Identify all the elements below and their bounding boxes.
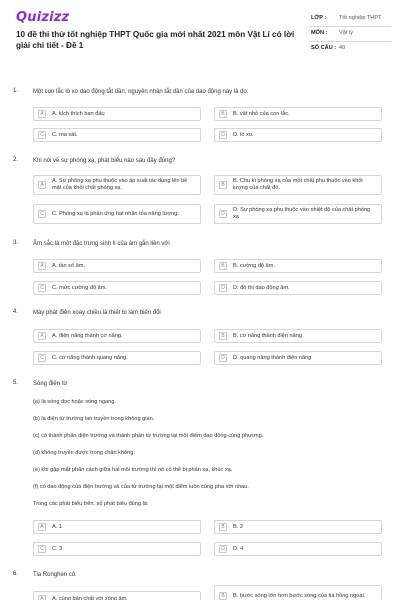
option-text: C. mức cường độ âm. [52,284,107,291]
option-text: C. Phóng xạ là phản ứng hạt nhân tỏa năng lượng. [52,210,179,217]
question-text: Sóng điện từ [33,381,68,387]
option-letter: C [38,354,46,362]
option-letter: C [38,284,46,292]
option-text: B. vật nhỏ của con lắc. [233,110,290,117]
statement-d: (d) không truyền được trong chân không. [33,450,135,456]
answer-option-d[interactable] [214,351,382,365]
question-text: Máy phát điện xoay chiều là thiết bị làm biến đổi [33,310,161,316]
option-letter: D [219,210,227,218]
worksheet-header [0,0,400,76]
option-text: A. Sự phóng xạ phụ thuộc vào áp suất tác dụng lên bề mặt của khối chất phóng xạ. [52,178,188,191]
answer-option-b[interactable] [214,520,382,534]
option-letter: B [219,523,227,531]
statement-prompt: Trong các phát biểu trên, số phát biểu đúng là: [33,501,149,507]
option-letter: A [38,262,46,270]
meta-value: 40 [339,45,346,51]
option-text: A. tần số âm. [52,262,85,269]
question-number: 4. [13,309,19,315]
option-letter: A [38,181,46,189]
answer-option-d[interactable] [214,281,382,295]
answer-option-a[interactable] [33,520,201,534]
option-text: D. đồ thị dao động âm. [233,284,290,291]
worksheet-title: 10 đề thi thử tốt nghiệp THPT Quốc gia mới nhất 2021 môn Vật Lí có lời giải chi tiết - Đề 1 [16,30,295,50]
option-text: B. 2 [233,523,243,530]
quizizz-logo: Quizizz [16,10,70,25]
answer-option-c[interactable] [33,542,201,556]
answer-option-d[interactable] [214,542,382,556]
answer-option-c[interactable] [33,281,201,295]
question-number: 1. [13,88,19,94]
question-number: 2. [13,157,19,163]
option-letter: D [219,545,227,553]
option-letter: A [38,595,46,600]
answer-option-b[interactable] [214,585,382,600]
option-letter: B [219,262,227,270]
option-text: A. cùng bản chất với sóng âm. [52,595,128,600]
option-text: B. cường độ âm. [233,262,275,269]
option-letter: D [219,131,227,139]
meta-class [309,12,391,27]
option-text: D. lò xo. [233,131,254,138]
worksheet-meta [309,12,391,56]
option-text: B. Chu kì phóng xạ của một chất phụ thuộc vào khối lượng của chất đó. [233,178,363,191]
answer-option-a[interactable] [33,107,201,121]
option-text: A. 1 [52,523,62,530]
meta-key: LỚP : [311,15,327,21]
option-text: B. bước sóng lớn hơn bước sóng của tia hồng ngoại. [233,592,366,599]
option-letter: C [38,210,46,218]
option-letter: A [38,523,46,531]
option-text: D. Sự phóng xạ phụ thuộc vào nhiệt độ của chất phóng xạ [233,207,371,220]
question-number: 3. [13,240,19,246]
meta-subject [309,27,391,42]
meta-question-count [309,42,391,56]
option-letter: C [38,131,46,139]
option-letter: D [219,354,227,362]
answer-option-d[interactable] [214,128,382,142]
statement-a: (a) là sóng dọc hoặc sóng ngang. [33,399,117,405]
option-text: C. ma sát. [52,131,78,138]
option-letter: A [38,332,46,340]
statement-e: (e) khi gặp mặt phân cách giữa hai môi trường thì nó có thể bị phản xạ, khúc xạ. [33,467,233,473]
question-text: Một con lắc lò xo dao động tắt dần, nguyên nhân tắt dần của dao động này là do: [33,89,249,95]
statement-b: (b) là điện từ trường lan truyền trong không gian. [33,416,155,422]
question-number: 6. [13,571,19,577]
answer-option-b[interactable] [214,329,382,343]
question-number: 5. [13,380,19,386]
option-letter: B [219,592,227,600]
statement-c: (c) có thành phần điện trường và thành phần từ trường tại một điểm dao động cùng phương. [33,433,264,439]
answer-option-b[interactable] [214,107,382,121]
answer-option-b[interactable] [214,175,382,195]
option-text: A. kích thích ban đầu [52,110,105,117]
meta-value: Vật lý [339,30,353,36]
option-letter: A [38,110,46,118]
option-text: D. 4 [233,545,244,552]
answer-option-d[interactable] [214,204,382,224]
answer-option-a[interactable] [33,329,201,343]
question-text: Âm sắc là một đặc trưng sinh lí của âm gắn liền với [33,241,170,247]
answer-option-b[interactable] [214,259,382,273]
option-letter: B [219,181,227,189]
statement-f: (f) có dao động của điện trường và của từ trường tại một điểm luôn cùng pha với nhau. [33,484,249,490]
option-text: A. điện năng thành cơ năng. [52,332,123,339]
answer-option-c[interactable] [33,351,201,365]
option-letter: B [219,332,227,340]
option-text: C. 3 [52,545,63,552]
answer-option-a[interactable] [33,259,201,273]
answer-option-c[interactable] [33,204,201,224]
answer-option-a[interactable] [33,591,201,600]
meta-value: Tốt nghiệp THPT [339,15,382,21]
option-text: B. cơ năng thành điện năng [233,332,302,339]
option-letter: D [219,284,227,292]
answer-option-c[interactable] [33,128,201,142]
meta-key: SỐ CÂU : [311,45,337,51]
option-letter: B [219,110,227,118]
question-text: Tia Ronghen có: [33,572,77,578]
option-text: D. quang năng thành điện năng [233,354,312,361]
question-text: Khi nói về sự phóng xạ, phát biểu nào sau đây đúng? [33,158,176,164]
option-letter: C [38,545,46,553]
answer-option-a[interactable] [33,175,201,195]
meta-key: MÔN : [311,30,328,36]
option-text: C. cơ năng thành quang năng. [52,354,128,361]
